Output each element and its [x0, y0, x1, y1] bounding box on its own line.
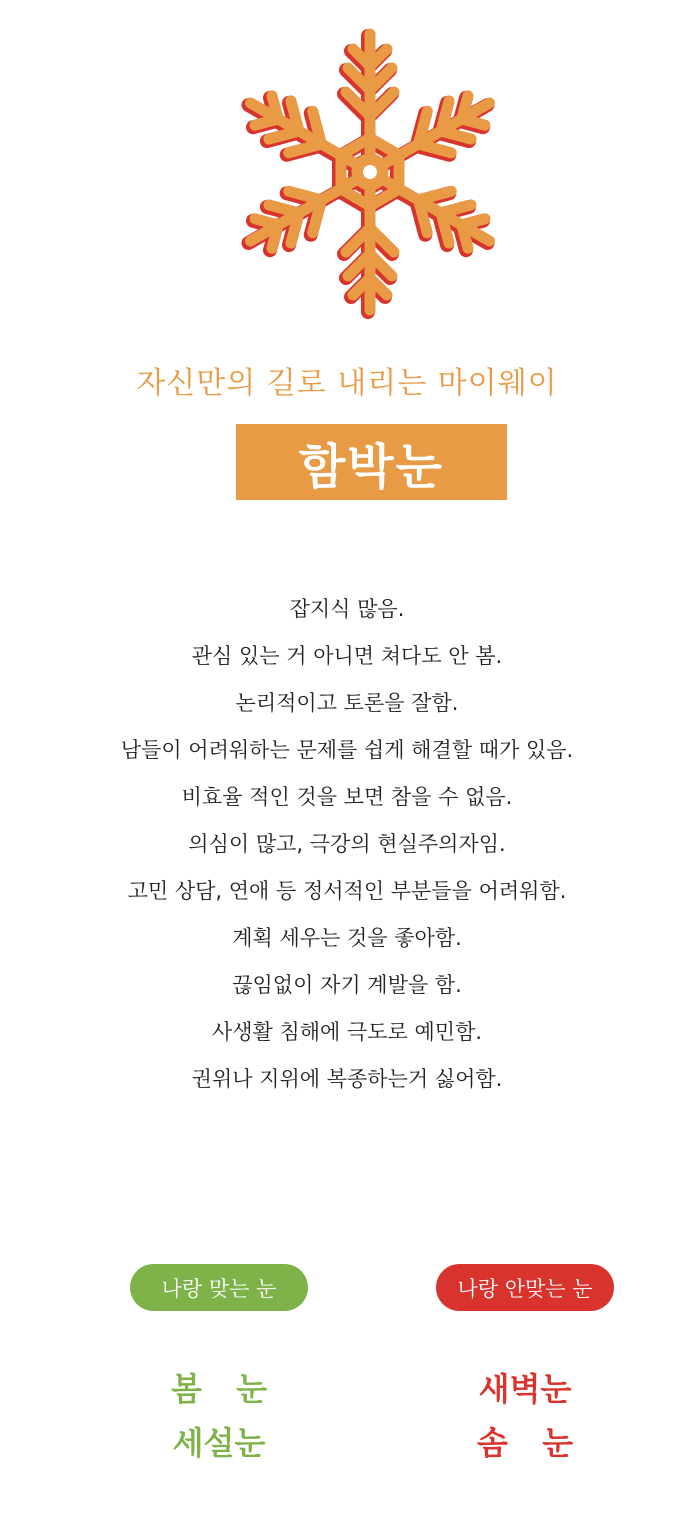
title-banner: [236, 424, 507, 500]
match-badge: 나랑 맞는 눈: [130, 1264, 308, 1311]
trait-list: [0, 586, 694, 1103]
match-list: [119, 1362, 319, 1470]
trait-item: 의심이 많고, 극강의 현실주의자임.: [188, 832, 506, 856]
trait-item: 남들이 어려워하는 문제를 쉽게 해결할 때가 있음.: [120, 738, 574, 762]
trait-item: 잡지식 많음.: [289, 597, 405, 621]
match-snow-item: 세설눈: [172, 1424, 266, 1462]
trait-item: 고민 상담, 연애 등 정서적인 부분들을 어려워함.: [127, 879, 567, 903]
nomatch-list: [425, 1362, 625, 1470]
nomatch-badge: 나랑 안맞는 눈: [436, 1264, 614, 1311]
trait-item: 끊임없이 자기 계발을 함.: [232, 973, 462, 997]
tagline: 자신만의 길로 내리는 마이웨이: [136, 366, 558, 401]
match-snow-item: 봄 눈: [171, 1370, 267, 1408]
trait-item: 사생활 침해에 극도로 예민함.: [211, 1020, 483, 1044]
trait-item: 비효율 적인 것을 보면 참을 수 없음.: [181, 785, 513, 809]
nomatch-snow-item: 새벽눈: [478, 1370, 572, 1408]
nomatch-snow-item: 솜 눈: [477, 1424, 573, 1462]
trait-item: 계획 세우는 것을 좋아함.: [232, 926, 462, 950]
trait-item: 관심 있는 거 아니면 쳐다도 안 봄.: [191, 644, 503, 668]
snowflake-icon: [220, 12, 520, 332]
trait-item: 논리적이고 토론을 잘함.: [235, 691, 459, 715]
trait-item: 권위나 지위에 복종하는거 싫어함.: [191, 1067, 503, 1091]
page-title: 함박눈: [298, 438, 445, 495]
